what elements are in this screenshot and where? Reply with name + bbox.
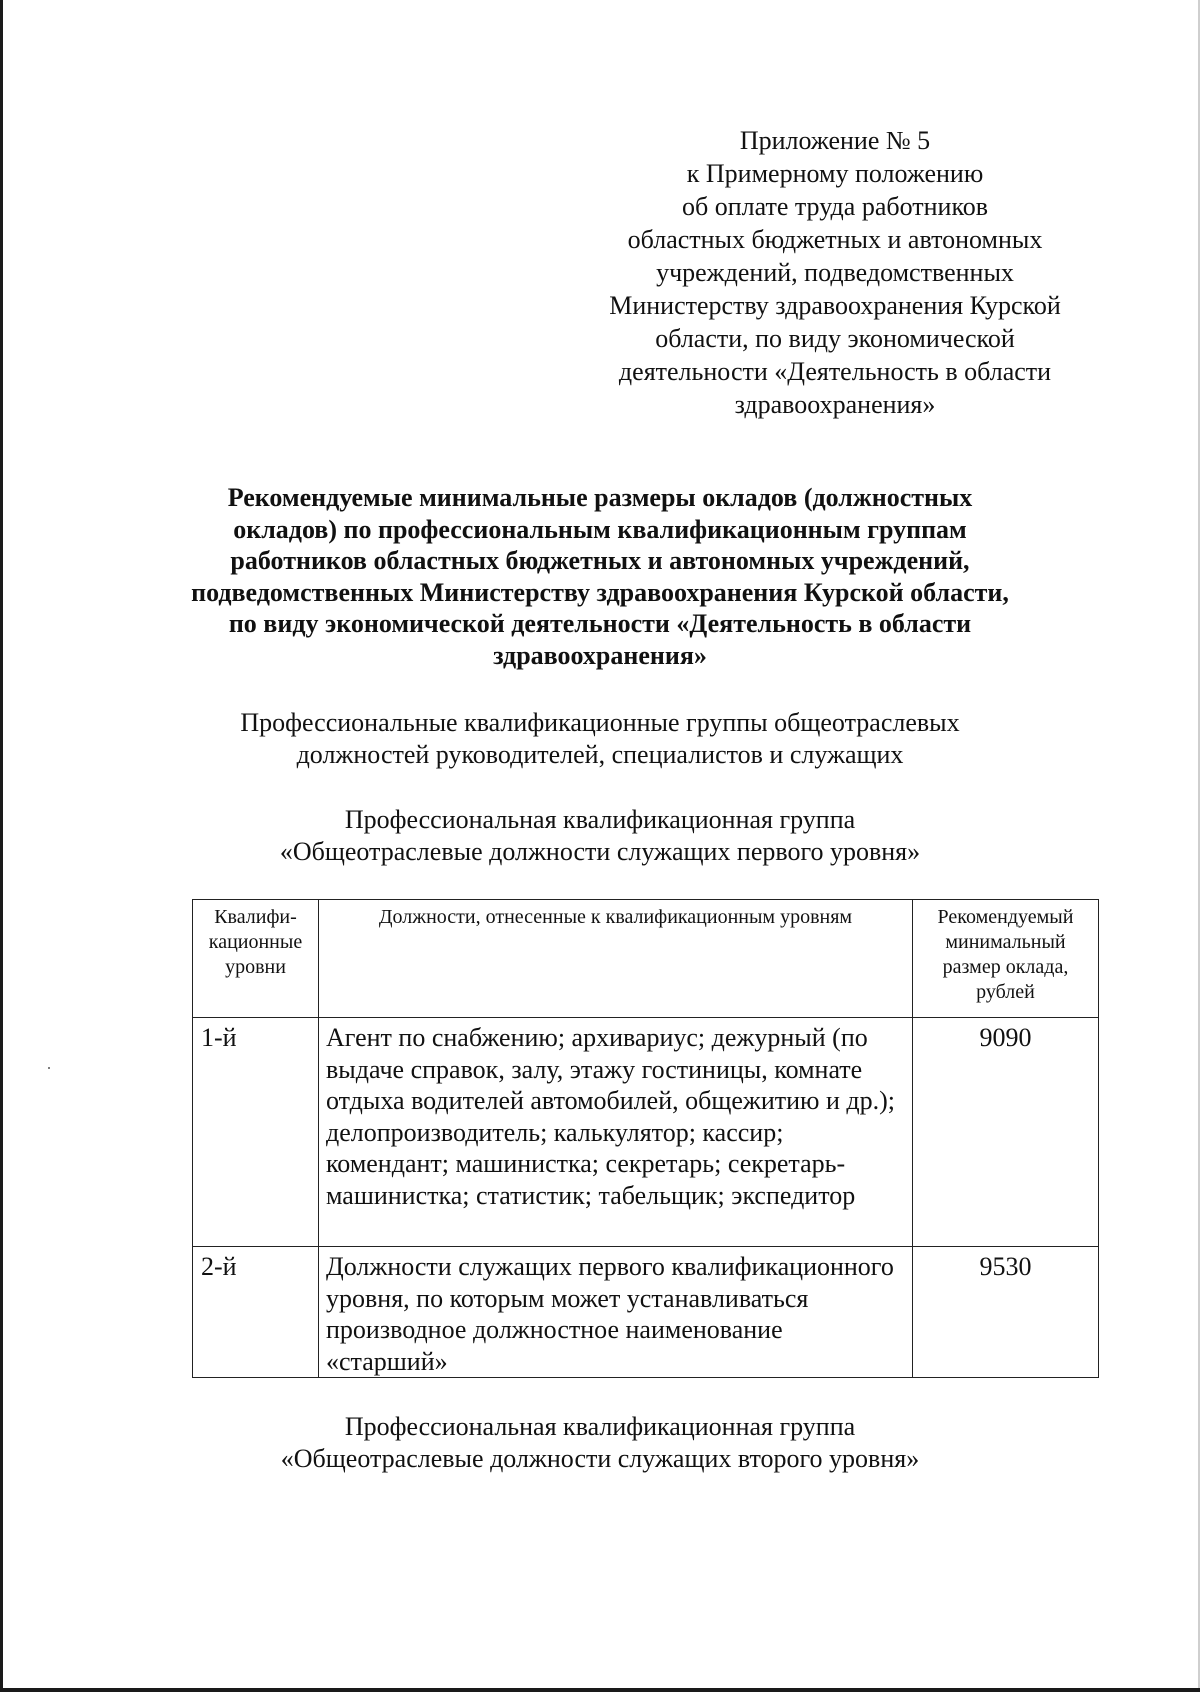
appendix-line: к Примерному положению (686, 159, 984, 188)
appendix-line: Министерству здравоохранения Курской (609, 291, 1061, 320)
cell-positions: Агент по снабжению; архивариус; дежурный (по выдаче справок, залу, этажу гостиницы, комнате отдыха водителей автомобилей, общежитию и др.); делопроизводитель; калькулятор; кассир; комендант; машинистка; секретарь; секретарь-машинистка; статистик; табельщик; экспедитор (319, 1018, 913, 1247)
title-line: Рекомендуемые минимальные размеры окладов (должностных (227, 483, 973, 512)
title-line: подведомственных Министерству здравоохранения Курской области, (191, 577, 1009, 607)
section-heading (150, 707, 1050, 771)
appendix-line: Приложение № 5 (739, 126, 931, 155)
header-salary (913, 900, 1099, 1018)
table-row (193, 1247, 1099, 1378)
header-salary-line: минимальный (945, 931, 1066, 953)
appendix-line: области, по виду экономической (655, 324, 1015, 353)
appendix-line: учреждений, подведомственных (656, 258, 1014, 287)
group-heading-line: «Общеотраслевые должности служащих второго уровня» (280, 1444, 920, 1473)
cell-positions: Должности служащих первого квалификационного уровня, по которым может устанавливаться производное должностное наименование «старший» (319, 1247, 913, 1378)
cell-salary: 9090 (913, 1018, 1099, 1247)
table-header-row (193, 900, 1099, 1018)
group-heading-line: «Общеотраслевые должности служащих первого уровня» (279, 837, 921, 866)
section-heading-line: Профессиональные квалификационные группы общеотраслевых (240, 708, 960, 737)
title-line: здравоохранения» (493, 640, 707, 670)
cell-level: 2-й (193, 1247, 319, 1378)
scan-edge-bottom (0, 1688, 1200, 1692)
header-positions-text: Должности, отнесенные к квалификационным уровням (378, 906, 853, 928)
header-level-line: Квалифи- (214, 906, 297, 928)
title-line: окладов) по профессиональным квалификационным группам (233, 514, 967, 544)
appendix-note (580, 124, 1090, 421)
group-heading-line: Профессиональная квалификационная группа (344, 1412, 856, 1441)
appendix-line: деятельности «Деятельность в области (618, 357, 1052, 386)
header-salary-line: рублей (976, 981, 1035, 1003)
header-level-line: уровни (225, 956, 286, 978)
section-heading-line: должностей руководителей, специалистов и служащих (296, 740, 904, 769)
appendix-line: областных бюджетных и автономных (627, 225, 1043, 254)
scan-speck (48, 1067, 50, 1069)
scan-edge-left (0, 0, 3, 1692)
document-title (150, 482, 1050, 671)
header-level-line: кационные (208, 931, 303, 953)
table-row (193, 1018, 1099, 1247)
group-heading-line: Профессиональная квалификационная группа (344, 805, 856, 834)
title-line: по виду экономической деятельности «Деятельность в области (228, 609, 972, 638)
salary-table (192, 899, 1099, 1378)
appendix-line: об оплате труда работников (681, 192, 989, 221)
cell-level: 1-й (193, 1018, 319, 1247)
title-line: работников областных бюджетных и автономных учреждений, (230, 546, 970, 575)
header-level (193, 900, 319, 1018)
group-heading-second-level (150, 1411, 1050, 1475)
header-positions (319, 900, 913, 1018)
cell-salary: 9530 (913, 1247, 1099, 1378)
header-salary-line: Рекомендуемый (937, 906, 1074, 928)
appendix-line: здравоохранения» (734, 390, 936, 419)
header-salary-line: размер оклада, (942, 956, 1069, 978)
group-heading-first-level (150, 804, 1050, 868)
